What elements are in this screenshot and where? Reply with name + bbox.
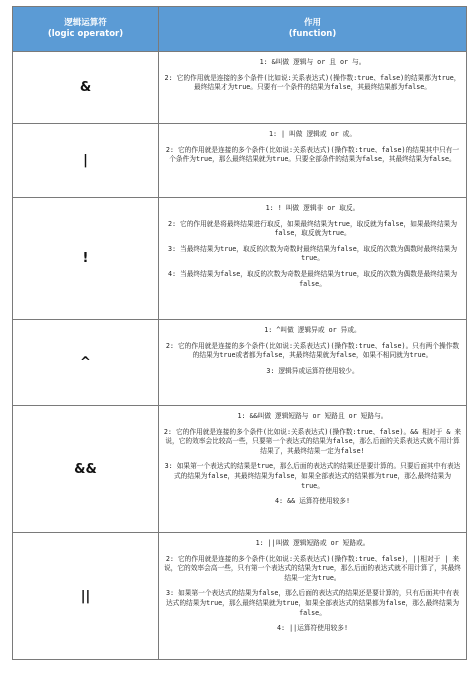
function-line: 4: 当最终结果为false，取反的次数为奇数是最终结果为true，取反的次数为偶数是最终结果为false。 bbox=[167, 269, 458, 288]
function-line: 1: &&叫做 逻辑短路与 or 短路且 or 短路与。 bbox=[237, 412, 388, 420]
function-cell bbox=[159, 124, 467, 198]
function-line: 2: 它的作用就是连接的多个条件(比如说:关系表达式)(操作数:true、false)的结果其中只有一个条件为true，那么最终结果就为true。只要全部条件的结果为false，其最终结果为false。 bbox=[165, 145, 460, 164]
header-operator-en: (logic operator) bbox=[47, 29, 124, 39]
operator-cell: ! bbox=[13, 198, 159, 320]
table-row bbox=[13, 533, 467, 660]
function-line: 3: 逻辑异或运算符使用较少。 bbox=[266, 366, 359, 375]
operator-cell: || bbox=[13, 533, 159, 660]
function-line: 3: 如果第一个表达式的结果为false，那么后面的表达式的结果还是要计算的，只有后面其中有表达式的结果为true，那么最终结果就为true，如果全部表达式的结果都为false，那么最终结果为false。 bbox=[165, 589, 460, 617]
function-line: 4: && 运算符使用较多! bbox=[275, 497, 350, 506]
header-operator bbox=[13, 7, 159, 52]
function-line: 2: 它的作用就是连接的多个条件(比如说:关系表达式)(操作数:true、false)。只有两个操作数的结果为true或者都为false，其最终结果就为false，如果不相同就为true。 bbox=[165, 341, 460, 360]
header-function-en: (function) bbox=[288, 29, 337, 39]
function-cell bbox=[159, 533, 467, 660]
function-line: 2: 它的作用就是将最终结果进行取反，如果最终结果为true，取反就为false，如果最终结果为false，取反就为true。 bbox=[167, 219, 458, 238]
function-line: 2: 它的作用就是连接的多个条件(比如说:关系表达式)(操作数:true、false)，||相对于 | 来说，它的效率会高一些，只有第一个表达式的结果为true，那么后面的表达式就不用计算了，其最终结果一定为true。 bbox=[164, 554, 461, 582]
function-line: 1: ||叫做 逻辑短路或 or 短路或。 bbox=[255, 539, 370, 547]
operator-cell: | bbox=[13, 124, 159, 198]
operator-cell: ^ bbox=[13, 320, 159, 406]
function-line: 1: &叫做 逻辑与 or 且 or 与。 bbox=[259, 58, 366, 66]
function-line: 1: | 叫做 逻辑或 or 或。 bbox=[268, 130, 357, 138]
function-line: 2: 它的作用就是连接的多个条件(比如说:关系表达式)(操作数:true、false)。&& 相对于 & 来说，它的效率会比较高一些，只要第一个表达式的结果为false，那么后面的关系表达式就不用计算结果了，其最终结果一定为false! bbox=[163, 427, 462, 455]
function-cell bbox=[159, 52, 467, 124]
header-operator-zh: 逻辑运算符 bbox=[64, 18, 107, 28]
table-row bbox=[13, 406, 467, 533]
function-cell bbox=[159, 406, 467, 533]
operator-cell: && bbox=[13, 406, 159, 533]
function-line: 4: ||运算符使用较多! bbox=[277, 624, 348, 633]
header-function-zh: 作用 bbox=[303, 18, 321, 28]
header-function bbox=[159, 7, 467, 52]
operator-cell: & bbox=[13, 52, 159, 124]
table-row bbox=[13, 124, 467, 198]
function-line: 3: 如果第一个表达式的结果是true，那么后面的表达式的结果还是要计算的。只要后面其中有表达式的结果为false，其最终结果为false，如果全部表达式的结果都为true，那么最终结果为true。 bbox=[164, 462, 461, 490]
function-cell bbox=[159, 198, 467, 320]
function-cell bbox=[159, 320, 467, 406]
function-line: 1: ^叫做 逻辑异或 or 异或。 bbox=[264, 326, 361, 334]
table-row bbox=[13, 52, 467, 124]
table-header-row bbox=[13, 7, 467, 52]
logic-operator-table bbox=[12, 6, 467, 660]
function-line: 3: 当最终结果为true，取反的次数为奇数时最终结果为false，取反的次数为偶数时最终结果为true。 bbox=[167, 244, 458, 263]
function-line: 2: 它的作用就是连接的多个条件(比如说:关系表达式)(操作数:true、false)的结果都为true，最终结果才为true。只要有一个条件的结果为false，其最终结果都为false。 bbox=[164, 73, 461, 92]
function-line: 1: ! 叫做 逻辑非 or 取反。 bbox=[265, 204, 360, 212]
table-row bbox=[13, 320, 467, 406]
table-row bbox=[13, 198, 467, 320]
